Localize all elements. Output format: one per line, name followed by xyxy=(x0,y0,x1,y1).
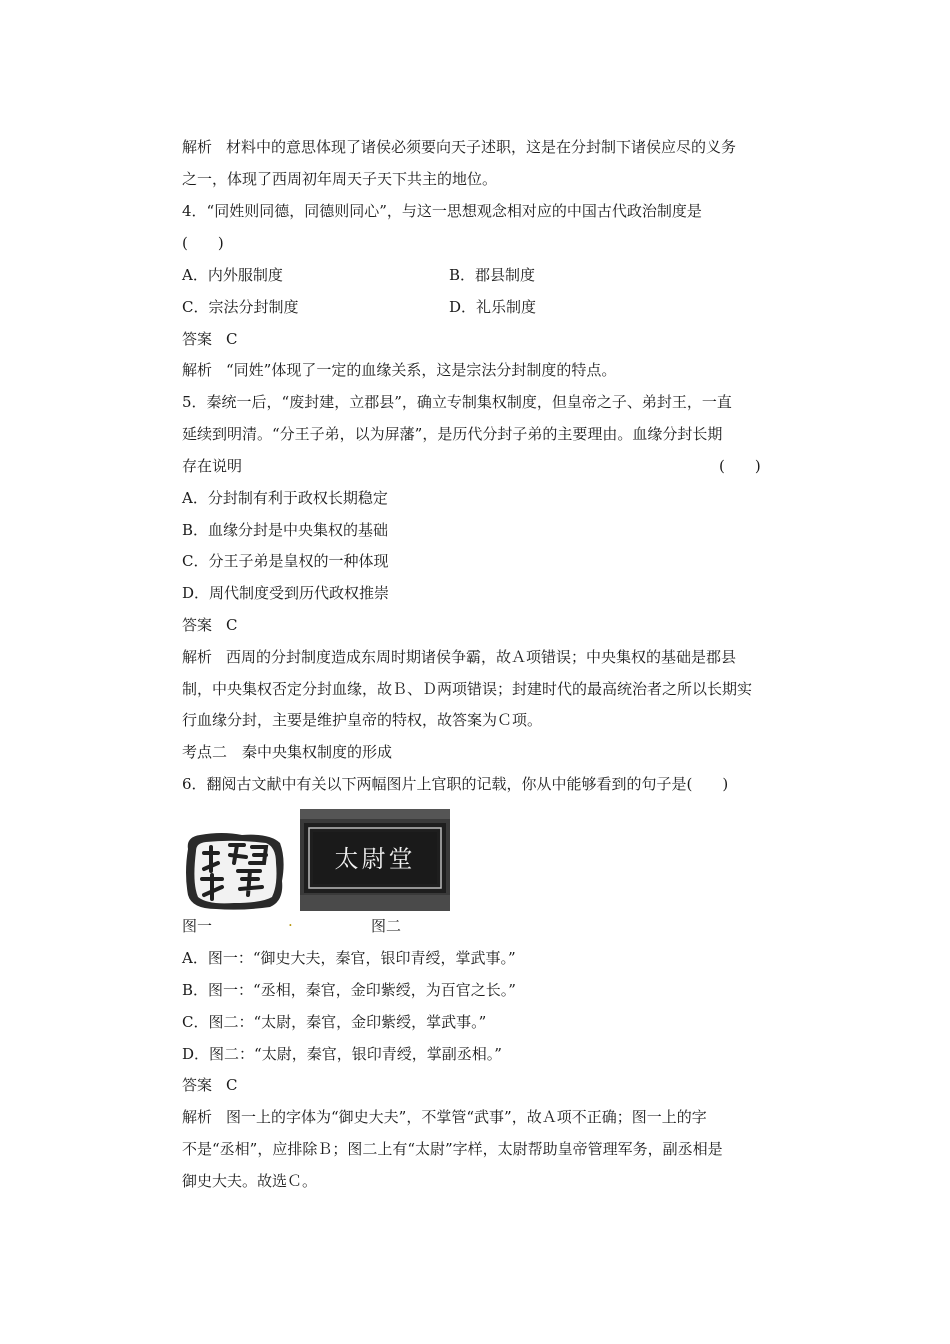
question-5: 5．秦统一后，“废封建，立郡县”，确立专制集权制度，但皇帝之子、弟封王，一直 xyxy=(182,393,732,411)
q4-option-d: D．礼乐制度 xyxy=(449,298,537,316)
explanation-3: 解析 材料中的意思体现了诸侯必须要向天子述职，这是在分封制下诸侯应尽的义务 xyxy=(182,138,737,156)
explanation-6-line-3: 御史大夫。故选Ｃ。 xyxy=(182,1172,318,1190)
q6-option-b: B．图一：“丞相，秦官，金印紫绶，为百官之长。” xyxy=(182,981,516,999)
answer-5: 答案 C xyxy=(182,616,238,634)
q5-option-c: C．分王子弟是皇权的一种体现 xyxy=(182,552,389,570)
answer-blank-4: ( ) xyxy=(182,234,224,252)
question-6: 6．翻阅古文献中有关以下两幅图片上官职的记载，你从中能够看到的句子是( ) xyxy=(182,775,729,793)
figure-dot: . xyxy=(288,912,293,930)
q4-option-c: C．宗法分封制度 xyxy=(182,298,299,316)
seal-image xyxy=(182,829,288,911)
explanation-6-line-2: 不是“丞相”，应排除Ｂ；图二上有“太尉”字样，太尉帮助皇帝管理军务，副丞相是 xyxy=(182,1140,723,1158)
answer-4: 答案 C xyxy=(182,330,238,348)
plaque-image xyxy=(300,809,450,911)
q5-option-a: A．分封制有利于政权长期稳定 xyxy=(182,489,388,507)
plaque-inscription: 太尉堂 xyxy=(334,845,416,873)
question-5-line-3: 存在说明 xyxy=(182,457,243,475)
q6-option-a: A．图一：“御史大夫，秦官，银印青绶，掌武事。” xyxy=(182,949,516,967)
answer-6: 答案 C xyxy=(182,1076,238,1094)
explanation-3-cont: 之一，体现了西周初年周天子天下共主的地位。 xyxy=(182,170,498,188)
explanation-4: 解析 “同姓”体现了一定的血缘关系，这是宗法分封制度的特点。 xyxy=(182,361,617,379)
question-5-line-2: 延续到明清。“分王子弟，以为屏藩”，是历代分封子弟的主要理由。血缘分封长期 xyxy=(182,425,723,443)
figure-2-caption: 图二 xyxy=(371,917,402,935)
q4-option-a: A．内外服制度 xyxy=(182,266,283,284)
section-heading: 考点二 秦中央集权制度的形成 xyxy=(182,743,393,761)
q6-option-c: C．图二：“太尉，秦官，金印紫绶，掌武事。” xyxy=(182,1013,487,1031)
explanation-5: 解析 西周的分封制度造成东周时期诸侯争霸，故Ａ项错误；中央集权的基础是郡县 xyxy=(182,648,737,666)
q5-option-b: B．血缘分封是中央集权的基础 xyxy=(182,521,389,539)
answer-blank-5: ( ) xyxy=(719,457,761,475)
q4-option-b: B．郡县制度 xyxy=(449,266,536,284)
question-4: 4．“同姓则同德，同德则同心”，与这一思想观念相对应的中国古代政治制度是 xyxy=(182,202,702,220)
q5-option-d: D．周代制度受到历代政权推崇 xyxy=(182,584,390,602)
q6-option-d: D．图二：“太尉，秦官，银印青绶，掌副丞相。” xyxy=(182,1045,502,1063)
explanation-5-line-2: 制，中央集权否定分封血缘，故Ｂ、Ｄ两项错误；封建时代的最高统治者之所以长期实 xyxy=(182,680,753,698)
explanation-5-line-3: 行血缘分封，主要是维护皇帝的特权，故答案为Ｃ项。 xyxy=(182,711,543,729)
figure-1-caption: 图一 xyxy=(182,917,213,935)
explanation-6: 解析 图一上的字体为“御史大夫”，不掌管“武事”，故Ａ项不正确；图一上的字 xyxy=(182,1108,707,1126)
